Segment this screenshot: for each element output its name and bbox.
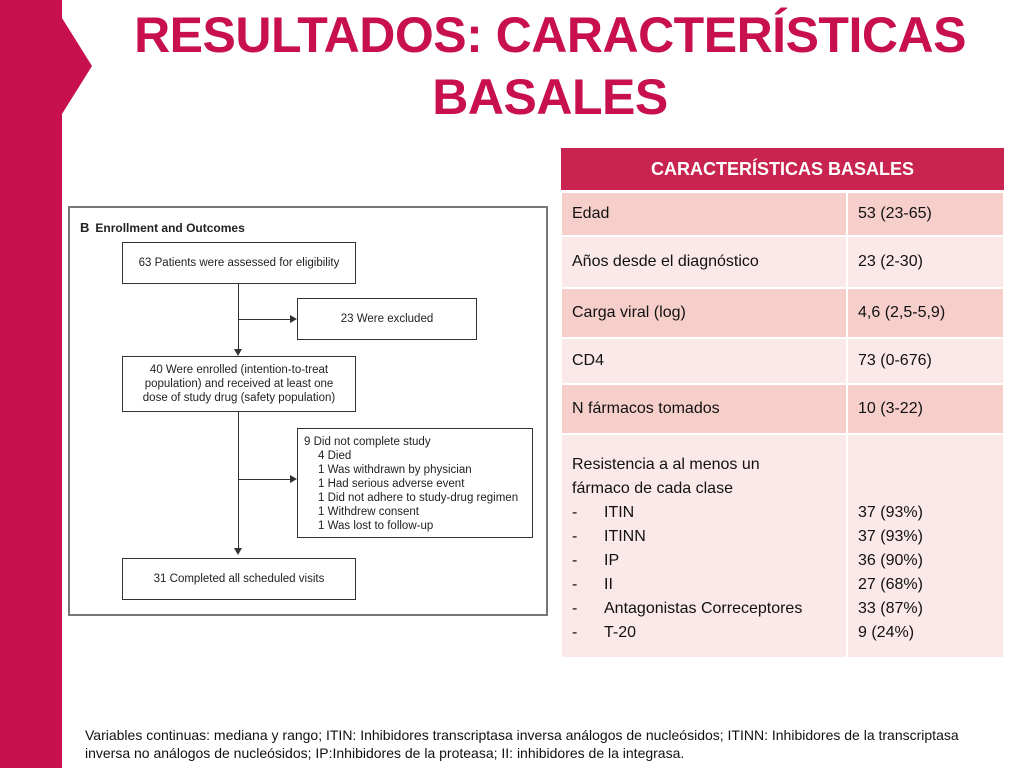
connector-main-1 (238, 284, 239, 352)
item-dash: - (572, 599, 578, 617)
table-row (561, 288, 1004, 338)
excluded-box (297, 298, 477, 340)
enrolled-line-1: 40 Were enrolled (intention-to-treat (149, 364, 329, 376)
connector-excluded (238, 319, 292, 320)
row-label: Carga viral (log) (561, 288, 847, 338)
row-value: 53 (23-65) (847, 192, 1004, 236)
flowchart-heading-text: Enrollment and Outcomes (95, 221, 245, 235)
row-value: 73 (0-676) (847, 338, 1004, 384)
excluded-text: 23 Were excluded (340, 313, 434, 325)
title-line-1: RESULTADOS: CARACTERÍSTICAS (134, 7, 966, 63)
footnote: Variables continuas: mediana y rango; ITIN: Inhibidores transcriptasa inversa análogos de nucleósidos; ITINN: Inhibidores de la transcriptasa inversa no análogos de nucleósidos; IP:Inhibidores de la proteasa; II: inhibidores de la integrasa. (85, 727, 959, 761)
table-row (561, 338, 1004, 384)
slide-title (100, 4, 1000, 128)
resistance-label-cell (561, 434, 847, 658)
resistance-item-value: 37 (93%) (858, 527, 923, 545)
enrolled-line-2: population) and received at least one (144, 378, 334, 390)
resistance-item-name: T-20 (604, 623, 637, 641)
connector-main-2 (238, 412, 239, 550)
table-row (561, 192, 1004, 236)
not-completed-item: 1 Had serious adverse event (318, 478, 465, 490)
table-header: CARACTERÍSTICAS BASALES (561, 148, 1004, 192)
not-completed-title: 9 Did not complete study (304, 436, 431, 448)
row-value: 4,6 (2,5-5,9) (847, 288, 1004, 338)
resistance-item (572, 597, 836, 621)
not-completed-item: 1 Was lost to follow-up (318, 520, 434, 532)
item-dash: - (572, 503, 578, 521)
table-row (561, 236, 1004, 288)
assessed-box (122, 242, 356, 284)
panel-letter: B (80, 220, 90, 235)
arrow-completed (234, 548, 242, 555)
connector-not-completed (238, 479, 292, 480)
resistance-item (572, 573, 836, 597)
resistance-item (572, 621, 836, 645)
flowchart-heading (80, 220, 245, 235)
item-dash: - (572, 575, 578, 593)
resistance-item-value: 33 (87%) (858, 599, 923, 617)
row-value: 23 (2-30) (847, 236, 1004, 288)
completed-text: 31 Completed all scheduled visits (153, 573, 325, 585)
resistance-item-name: II (604, 575, 613, 593)
left-accent-bar (0, 0, 62, 768)
arrow-enrolled (234, 349, 242, 356)
title-line-2: BASALES (432, 69, 668, 125)
assessed-text: 63 Patients were assessed for eligibility (138, 257, 340, 269)
table-row (561, 384, 1004, 434)
arrow-excluded (290, 315, 297, 323)
enrollment-flowchart (68, 206, 548, 616)
not-completed-item: 4 Died (318, 450, 352, 462)
resistance-value-spacer (858, 453, 993, 501)
resistance-label-line-2: fármaco de cada clase (572, 479, 733, 497)
row-label: N fármacos tomados (561, 384, 847, 434)
resistance-item-value: 27 (68%) (858, 575, 923, 593)
row-label: CD4 (561, 338, 847, 384)
resistance-item-name: Antagonistas Correceptores (604, 599, 803, 617)
not-completed-item: 1 Was withdrawn by physician (318, 464, 472, 476)
resistance-label-line-1: Resistencia a al menos un (572, 455, 760, 473)
item-dash: - (572, 551, 578, 569)
resistance-value-cell (847, 434, 1004, 658)
resistance-item-name: ITINN (604, 527, 646, 545)
resistance-row (561, 434, 1004, 658)
resistance-item (572, 501, 836, 525)
completed-box (122, 558, 356, 600)
row-value: 10 (3-22) (847, 384, 1004, 434)
resistance-item-value: 9 (24%) (858, 623, 915, 641)
enrolled-box (122, 356, 356, 412)
arrow-not-completed (290, 475, 297, 483)
enrolled-line-3: dose of study drug (safety population) (142, 392, 336, 404)
not-completed-item: 1 Withdrew consent (318, 506, 419, 518)
resistance-item (572, 549, 836, 573)
row-label: Años desde el diagnóstico (561, 236, 847, 288)
resistance-item (572, 525, 836, 549)
resistance-item-name: ITIN (604, 503, 635, 521)
item-dash: - (572, 527, 578, 545)
resistance-item-value: 36 (90%) (858, 551, 923, 569)
item-dash: - (572, 623, 578, 641)
not-completed-item: 1 Did not adhere to study-drug regimen (318, 492, 519, 504)
resistance-item-name: IP (604, 551, 620, 569)
accent-bar-notch (62, 18, 92, 114)
row-label: Edad (561, 192, 847, 236)
baseline-characteristics-table (560, 148, 1005, 659)
not-completed-box (297, 428, 533, 538)
resistance-item-value: 37 (93%) (858, 503, 923, 521)
